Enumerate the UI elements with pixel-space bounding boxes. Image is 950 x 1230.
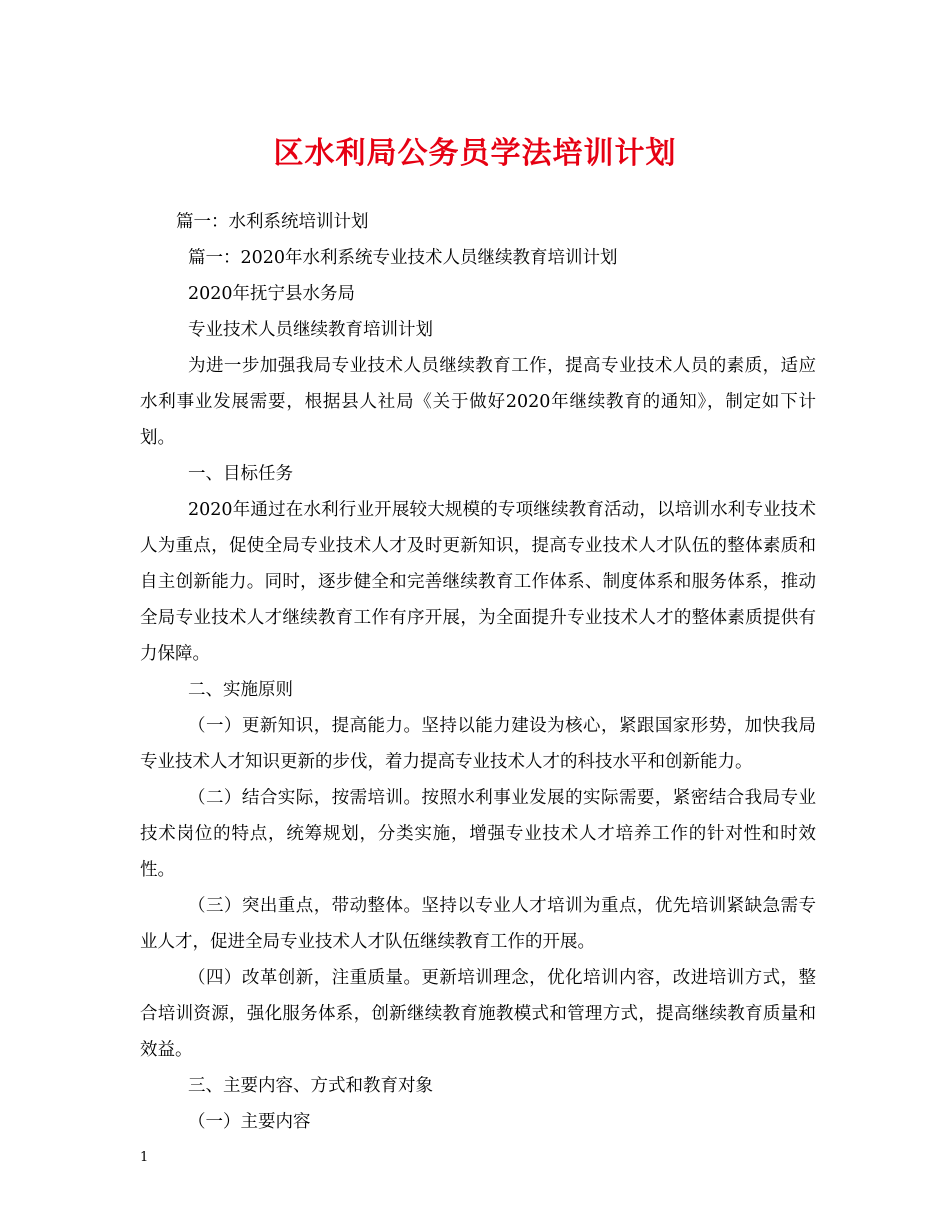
paragraph: 2020年抚宁县水务局	[188, 284, 356, 304]
paragraph: 为进一步加强我局专业技术人员继续教育工作，提高专业技术人员的素质，适应水利事业发展需要，根据县人社局《关于做好2020年继续教育的通知》，制定如下计划。	[140, 356, 816, 448]
section-heading: 二、实施原则	[188, 680, 293, 700]
paragraph: 专业技术人员继续教育培训计划	[188, 320, 433, 340]
section-heading: 一、目标任务	[188, 464, 293, 484]
document-body	[140, 204, 816, 1140]
paragraph: （四）改革创新，注重质量。更新培训理念，优化培训内容，改进培训方式，整合培训资源，强化服务体系，创新继续教育施教模式和管理方式，提高继续教育质量和效益。	[140, 968, 816, 1060]
page-number: 1	[140, 1150, 149, 1165]
paragraph: 篇一：2020年水利系统专业技术人员继续教育培训计划	[188, 248, 618, 268]
paragraph: 2020年通过在水利行业开展较大规模的专项继续教育活动，以培训水利专业技术人为重点，促使全局专业技术人才及时更新知识，提高专业技术人才队伍的整体素质和自主创新能力。同时，逐步健全和完善继续教育工作体系、制度体系和服务体系，推动全局专业技术人才继续教育工作有序开展，为全面提升专业技术人才的整体素质提供有力保障。	[140, 500, 816, 664]
paragraph: （二）结合实际，按需培训。按照水利事业发展的实际需要，紧密结合我局专业技术岗位的特点，统筹规划，分类实施，增强专业技术人才培养工作的针对性和时效性。	[140, 788, 816, 880]
subsection-heading: （一）主要内容	[188, 1112, 311, 1132]
section-heading: 三、主要内容、方式和教育对象	[188, 1076, 433, 1096]
paragraph: 篇一：水利系统培训计划	[176, 212, 369, 232]
paragraph: （一）更新知识，提高能力。坚持以能力建设为核心，紧跟国家形势，加快我局专业技术人才知识更新的步伐，着力提高专业技术人才的科技水平和创新能力。	[140, 716, 816, 772]
paragraph: （三）突出重点，带动整体。坚持以专业人才培训为重点，优先培训紧缺急需专业人才，促进全局专业技术人才队伍继续教育工作的开展。	[140, 896, 816, 952]
document-title: 区水利局公务员学法培训计划	[273, 136, 677, 171]
